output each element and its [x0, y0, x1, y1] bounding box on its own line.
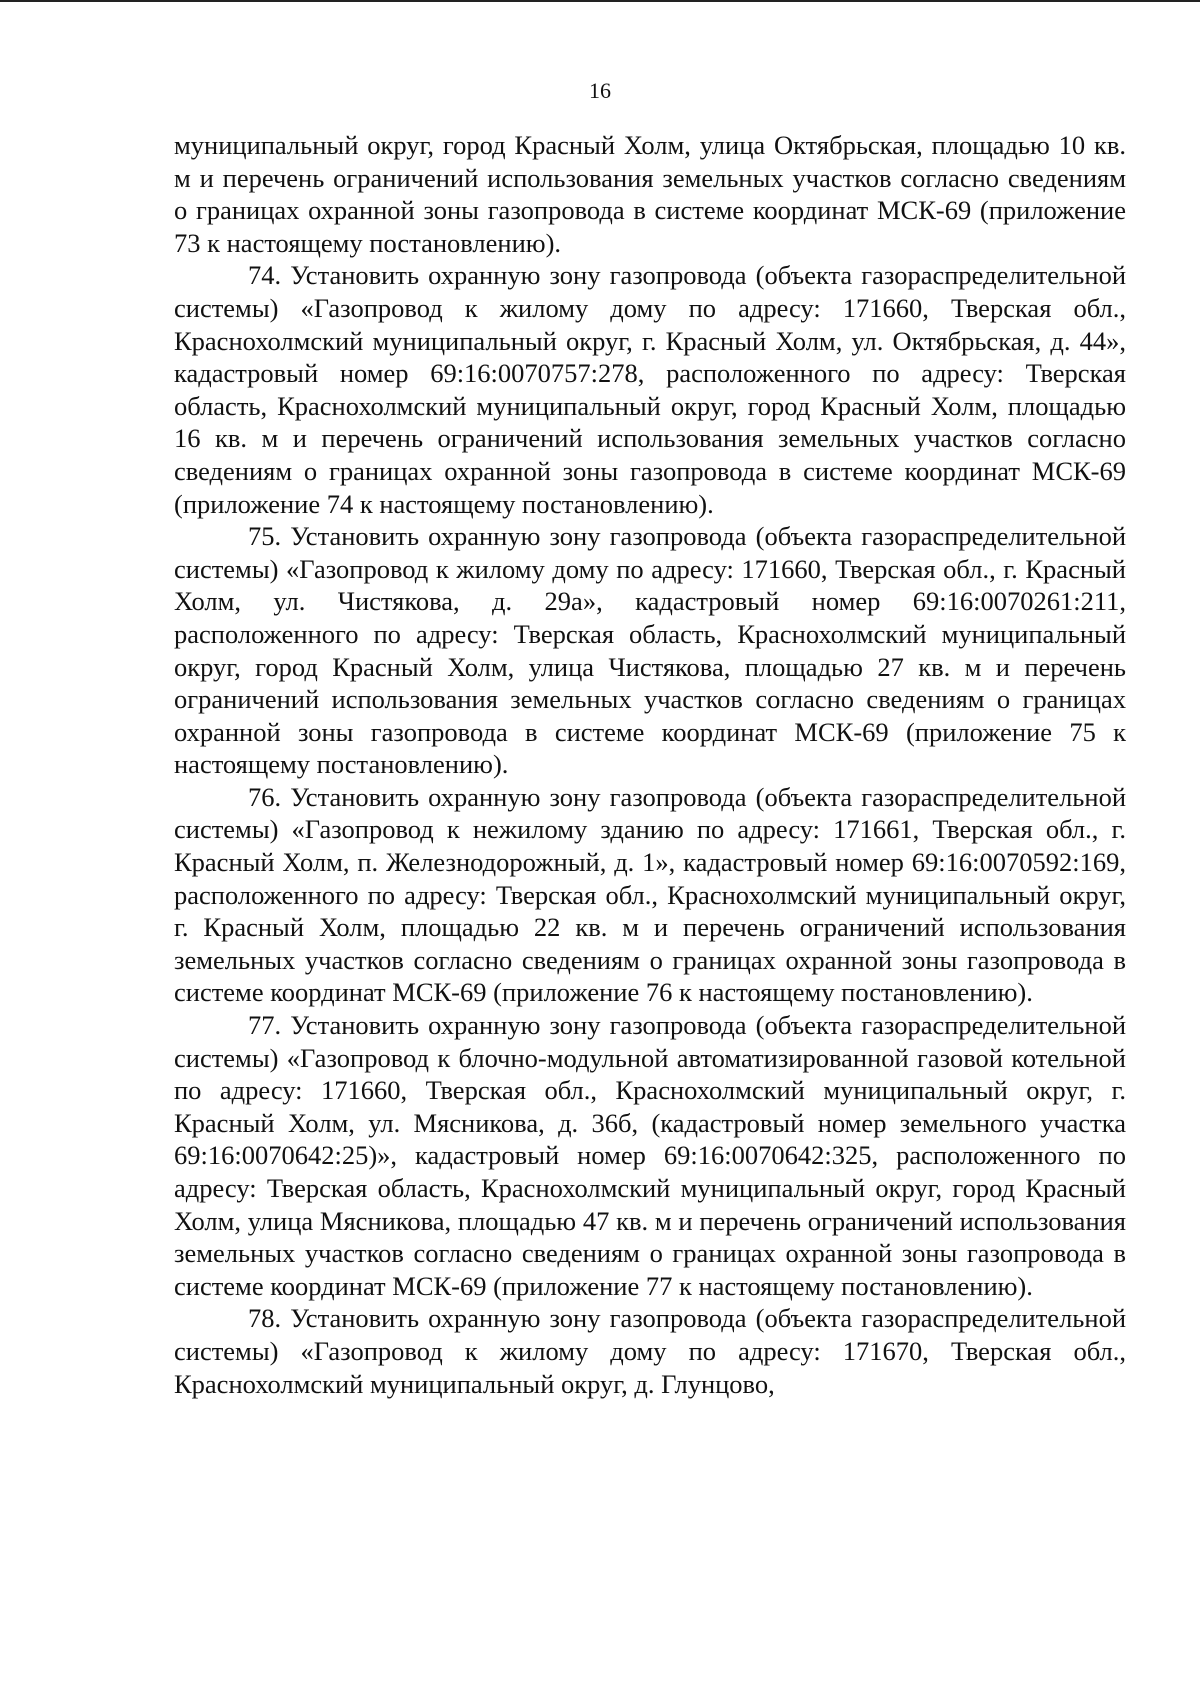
paragraph-item-74: 74. Установить охранную зону газопровода (объекта газораспределительной системы) «Газопровод к жилому дому по адресу: 171660, Тверская обл., Краснохолмский муниципальный округ, г. Красный Холм, ул. Октябрьская, д. 44», кадастровый номер 69:16:0070757:278, расположенного по адресу: Тверская область, Краснохолмский муниципальный округ, город Красный Холм, площадью 16 кв. м и перечень ограничений использования земельных участков согласно сведениям о границах охранной зоны газопровода в системе координат МСК-69 (приложение 74 к настоящему постановлению). [174, 260, 1126, 519]
paragraph-item-78: 78. Установить охранную зону газопровода (объекта газораспределительной системы) «Газопровод к жилому дому по адресу: 171670, Тверская обл., Краснохолмский муниципальный округ, д. Глунцово, [174, 1303, 1126, 1399]
paragraph-item-76: 76. Установить охранную зону газопровода (объекта газораспределительной системы) «Газопровод к нежилому зданию по адресу: 171661, Тверская обл., г. Красный Холм, п. Железнодорожный, д. 1», кадастровый номер 69:16:0070592:169, расположенного по адресу: Тверская обл., Краснохолмский муниципальный округ, г. Красный Холм, площадью 22 кв. м и перечень ограничений использования земельных участков согласно сведениям о границах охранной зоны газопровода в системе координат МСК-69 (приложение 76 к настоящему постановлению). [174, 781, 1126, 1008]
paragraph-continuation-73: муниципальный округ, город Красный Холм, улица Октябрьская, площадью 10 кв. м и перечень ограничений использования земельных участков согласно сведениям о границах охранной зоны газопровода в системе координат МСК-69 (приложение 73 к настоящему постановлению). [174, 130, 1126, 258]
paragraph-item-77: 77. Установить охранную зону газопровода (объекта газораспределительной системы) «Газопровод к блочно-модульной автоматизированной газовой котельной по адресу: 171660, Тверская обл., Краснохолмский муниципальный округ, г. Красный Холм, ул. Мясникова, д. 36б, (кадастровый номер земельного участка 69:16:0070642:25)», кадастровый номер 69:16:0070642:325, расположенного по адресу: Тверская область, Краснохолмский муниципальный округ, город Красный Холм, улица Мясникова, площадью 47 кв. м и перечень ограничений использования земельных участков согласно сведениям о границах охранной зоны газопровода в системе координат МСК-69 (приложение 77 к настоящему постановлению). [174, 1010, 1126, 1301]
document-body [174, 129, 1126, 1400]
page-number: 16 [589, 78, 611, 103]
paragraph-item-75: 75. Установить охранную зону газопровода (объекта газораспределительной системы) «Газопровод к жилому дому по адресу: 171660, Тверская обл., г. Красный Холм, ул. Чистякова, д. 29а», кадастровый номер 69:16:0070261:211, расположенного по адресу: Тверская область, Краснохолмский муниципальный округ, город Красный Холм, улица Чистякова, площадью 27 кв. м и перечень ограничений использования земельных участков согласно сведениям о границах охранной зоны газопровода в системе координат МСК-69 (приложение 75 к настоящему постановлению). [174, 521, 1126, 780]
